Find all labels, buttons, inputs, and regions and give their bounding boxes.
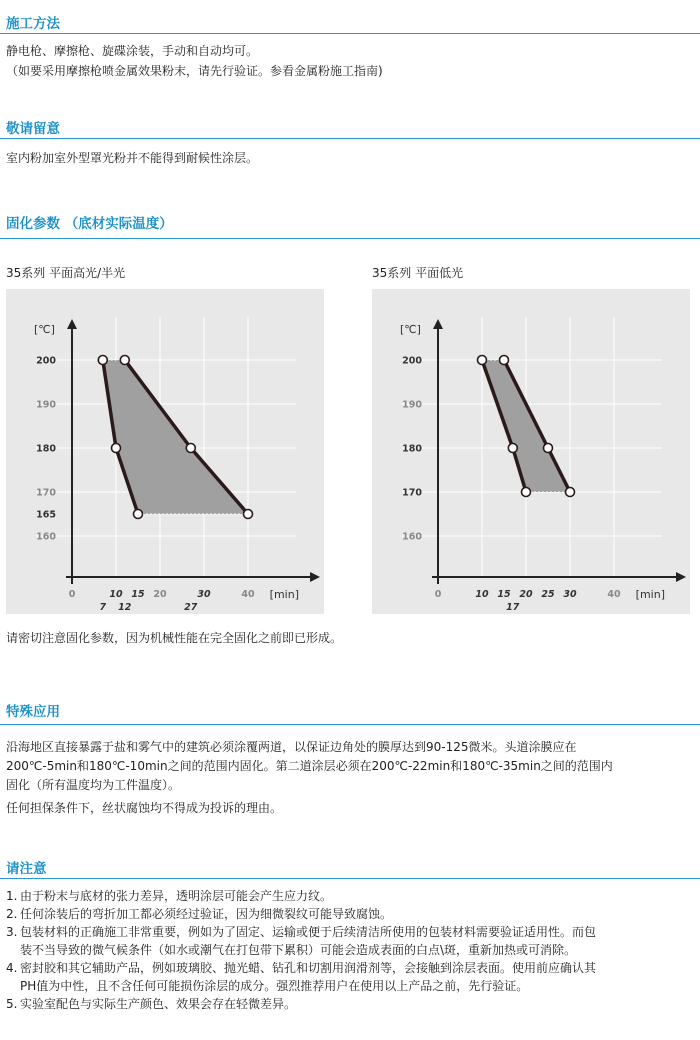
cure-footnote: 请密切注意固化参数，因为机械性能在完全固化之前即已形成。 [6, 631, 343, 645]
y-tick-label: 200 [402, 355, 422, 367]
x-unit-label: [min] [269, 588, 299, 601]
x-tick-label: 40 [607, 589, 621, 600]
list-item: 2. 任何涂装后的弯折加工都必须经过验证，因为细微裂纹可能导致腐蚀。 [6, 907, 393, 921]
list-item: 1. 由于粉末与底材的张力差异，透明涂层可能会产生应力纹。 [6, 889, 333, 903]
y-tick-label: 170 [36, 487, 56, 499]
y-tick-label: 180 [36, 443, 56, 455]
x-mark-label: 12 [118, 602, 132, 613]
chart-1-caption: 35系列 平面高光/半光 [6, 266, 126, 280]
cure-chart-matt [372, 289, 690, 614]
data-point [186, 444, 195, 453]
data-point [98, 356, 107, 365]
section-title-construction: 施工方法 [6, 16, 60, 32]
y-tick-label: 160 [402, 531, 422, 543]
list-item: 3. 包装材料的正确施工非常重要，例如为了固定、运输或便于后续清洁所使用的包装材料需要验证适用性。而包 装不当导致的微气候条件（如水或潮气在打包带下累积）可能会造成表面的白点\斑，重新加热或可消除。 [6, 925, 597, 957]
x-tick-label: 30 [197, 589, 211, 600]
y-unit-label: [℃] [34, 323, 55, 336]
x-tick-label: 25 [541, 589, 555, 600]
data-point [544, 444, 553, 453]
cure-chart-gloss [6, 289, 324, 614]
chart-2-caption: 35系列 平面低光 [372, 266, 464, 280]
section-rule [0, 33, 700, 34]
x-mark-label: 27 [184, 602, 198, 613]
data-point [522, 488, 531, 497]
section-rule [0, 138, 700, 139]
section-rule [0, 878, 700, 879]
section-title-special: 特殊应用 [6, 704, 60, 720]
y-tick-label: 165 [36, 509, 56, 521]
special-line-2: 200℃-5min和180℃-10min之间的范围内固化。第二道涂层必须在200℃-22min和180℃-35min之间的范围内 [6, 759, 613, 773]
x-tick-label: 20 [519, 589, 533, 600]
x-tick-label: 30 [563, 589, 577, 600]
attention-list [6, 887, 696, 1013]
data-point [112, 444, 121, 453]
notice-line-1: 室内粉加室外型罩光粉并不能得到耐候性涂层。 [6, 151, 259, 165]
x-tick-label: 15 [497, 589, 511, 600]
section-rule [0, 724, 700, 725]
data-point [478, 356, 487, 365]
x-tick-label: 20 [153, 589, 167, 600]
x-tick-label: 0 [434, 589, 442, 600]
data-point [134, 510, 143, 519]
y-tick-label: 190 [36, 399, 56, 411]
special-line-4: 任何担保条件下，丝状腐蚀均不得成为投诉的理由。 [6, 801, 283, 815]
x-tick-label: 10 [475, 589, 489, 600]
construction-line-1: 静电枪、摩擦枪、旋碟涂装，手动和自动均可。 [6, 44, 259, 58]
data-point [500, 356, 509, 365]
construction-line-2: （如要采用摩擦枪喷金属效果粉末，请先行验证。参看金属粉施工指南) [6, 64, 383, 78]
x-mark-label: 17 [506, 602, 520, 613]
x-tick-label: 15 [131, 589, 145, 600]
x-tick-label: 10 [109, 589, 123, 600]
special-line-1: 沿海地区直接暴露于盐和雾气中的建筑必须涂覆两道，以保证边角处的膜厚达到90-125微米。头道涂膜应在 [6, 740, 577, 754]
section-title-notice: 敬请留意 [6, 121, 60, 137]
x-tick-label: 40 [241, 589, 255, 600]
y-tick-label: 170 [402, 487, 422, 499]
data-point [566, 488, 575, 497]
y-unit-label: [℃] [400, 323, 421, 336]
y-tick-label: 160 [36, 531, 56, 543]
list-item: 4. 密封胶和其它辅助产品，例如玻璃胶、抛光蜡、钻孔和切割用润滑剂等，会接触到涂层表面。使用前应确认其 PH值为中性，且不含任何可能损伤涂层的成分。强烈推荐用户在使用以上产品之前，先行验证。 [6, 961, 597, 993]
y-tick-label: 200 [36, 355, 56, 367]
data-point [120, 356, 129, 365]
section-title-cure: 固化参数 （底材实际温度） [6, 216, 173, 232]
data-point [508, 444, 517, 453]
data-point [244, 510, 253, 519]
x-tick-label: 0 [68, 589, 76, 600]
x-unit-label: [min] [635, 588, 665, 601]
section-rule [0, 238, 700, 239]
y-tick-label: 190 [402, 399, 422, 411]
section-title-attention: 请注意 [6, 861, 47, 877]
x-mark-label: 7 [99, 602, 107, 613]
y-tick-label: 180 [402, 443, 422, 455]
list-item: 5. 实验室配色与实际生产颜色、效果会存在轻微差异。 [6, 997, 297, 1011]
special-line-3: 固化（所有温度均为工件温度）。 [6, 778, 181, 792]
